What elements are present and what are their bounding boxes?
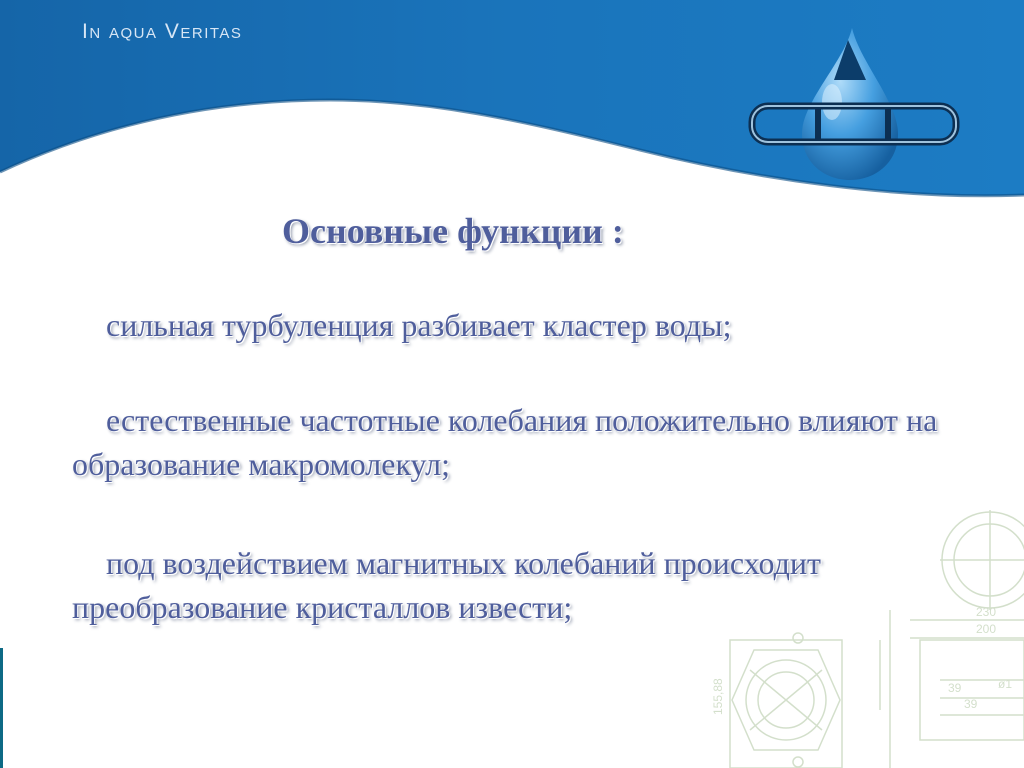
slide-title: Основные функции : — [282, 211, 624, 251]
list-item: естественные частотные колебания положительно влияют на образование макромолекул; — [72, 402, 938, 482]
dim-155: 155,88 — [711, 678, 725, 715]
list-item: под воздействием магнитных колебаний происходит преобразование кристаллов извести; — [72, 545, 821, 625]
dim-phi: ø1 — [998, 677, 1013, 691]
ewo-logo — [748, 22, 960, 182]
dim-200: 200 — [976, 622, 997, 636]
list-item: сильная турбуленция разбивает кластер воды; — [106, 307, 732, 343]
technical-drawing — [700, 500, 1024, 768]
dim-39a: 39 — [948, 681, 962, 695]
dim-39b: 39 — [964, 697, 978, 711]
dim-230: 230 — [976, 605, 997, 619]
left-edge-strip — [0, 648, 3, 768]
brand-tagline: In aqua Veritas — [82, 20, 243, 43]
